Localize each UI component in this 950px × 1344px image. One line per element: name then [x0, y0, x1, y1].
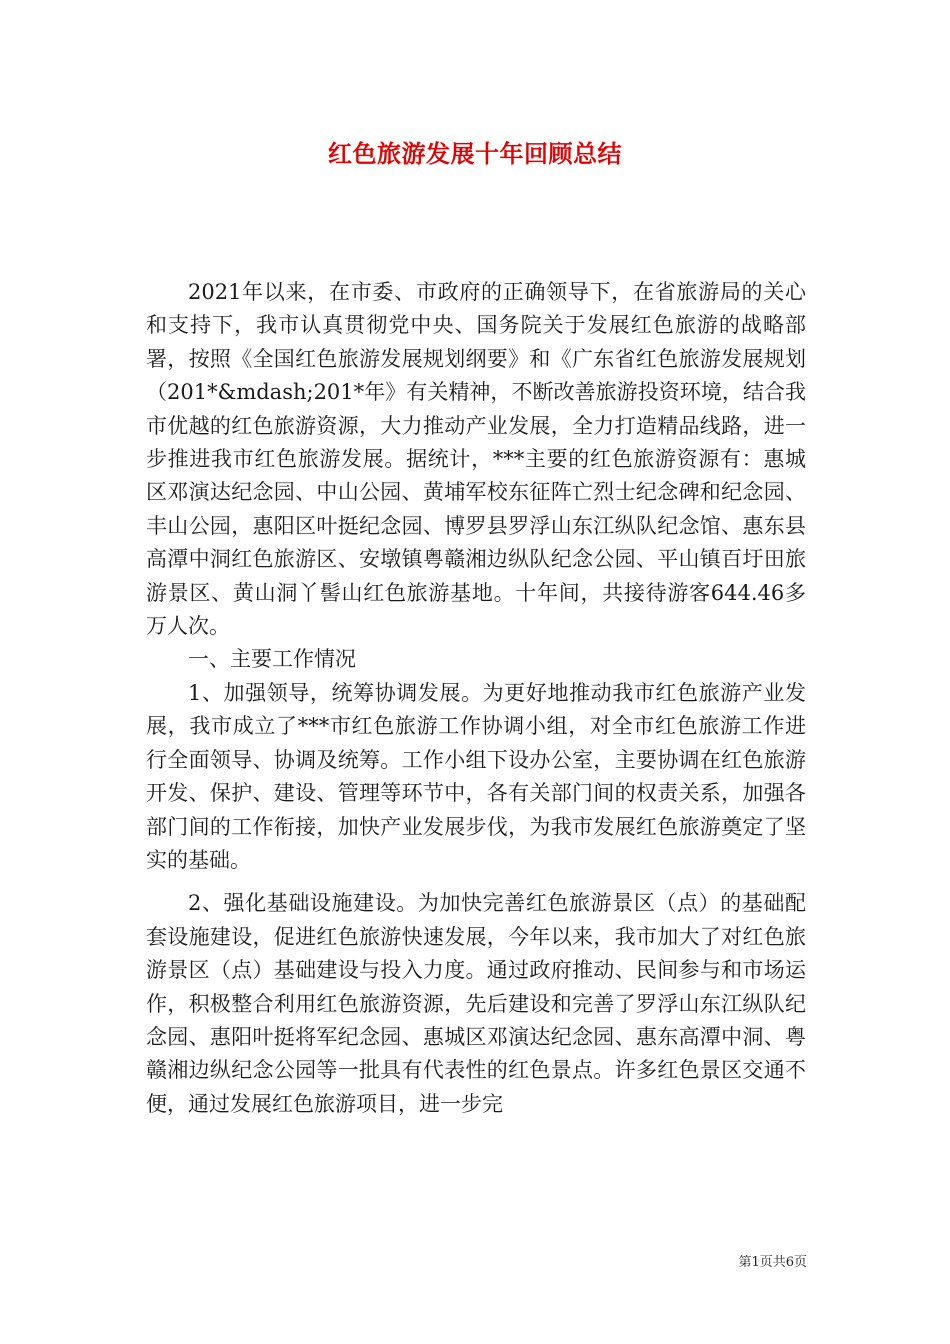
intro-paragraph: 2021年以来，在市委、市政府的正确领导下，在省旅游局的关心和支持下，我市认真贯彻党中央、国务院关于发展红色旅游的战略部署，按照《全国红色旅游发展规划纲要》和《广东省红色旅游发展规划（201*&mdash;201*年》有关精神，不断改善旅游投资环境，结合我市优越的红色旅游资源，大力推动产业发展，全力打造精品线路，进一步推进我市红色旅游发展。据统计，***主要的红色旅游资源有：惠城区邓演达纪念园、中山公园、黄埔军校东征阵亡烈士纪念碑和纪念园、丰山公园，惠阳区叶挺纪念园、博罗县罗浮山东江纵队纪念馆、惠东县高潭中洞红色旅游区、安墩镇粤赣湘边纵队纪念公园、平山镇百圩田旅游景区、黄山洞丫髻山红色旅游基地。十年间，共接待游客644.46多万人次。	[146, 280, 806, 639]
section-heading: 一、主要工作情况	[188, 647, 356, 672]
paragraph-leadership: 1、加强领导，统筹协调发展。为更好地推动我市红色旅游产业发展，我市成立了***市红色旅游工作协调小组，对全市红色旅游工作进行全面领导、协调及统筹。工作小组下设办公室，主要协调在红色旅游开发、保护、建设、管理等环节中，各有关部门间的权责关系，加强各部门间的工作衔接，加快产业发展步伐，为我市发展红色旅游奠定了坚实的基础。	[146, 680, 806, 872]
paragraph-infrastructure: 2、强化基础设施建设。为加快完善红色旅游景区（点）的基础配套设施建设，促进红色旅游快速发展，今年以来，我市加大了对红色旅游景区（点）基础建设与投入力度。通过政府推动、民间参与和市场运作，积极整合利用红色旅游资源，先后建设和完善了罗浮山东江纵队纪念园、惠阳叶挺将军纪念园、惠城区邓演达纪念园、惠东高潭中洞、粤赣湘边纵纪念公园等一批具有代表性的红色景点。许多红色景区交通不便，通过发展红色旅游项目，进一步完	[146, 891, 806, 1116]
document-body	[146, 276, 806, 1121]
document-title: 红色旅游发展十年回顾总结	[328, 139, 622, 168]
page-number: 第1页共6页	[738, 1255, 807, 1270]
